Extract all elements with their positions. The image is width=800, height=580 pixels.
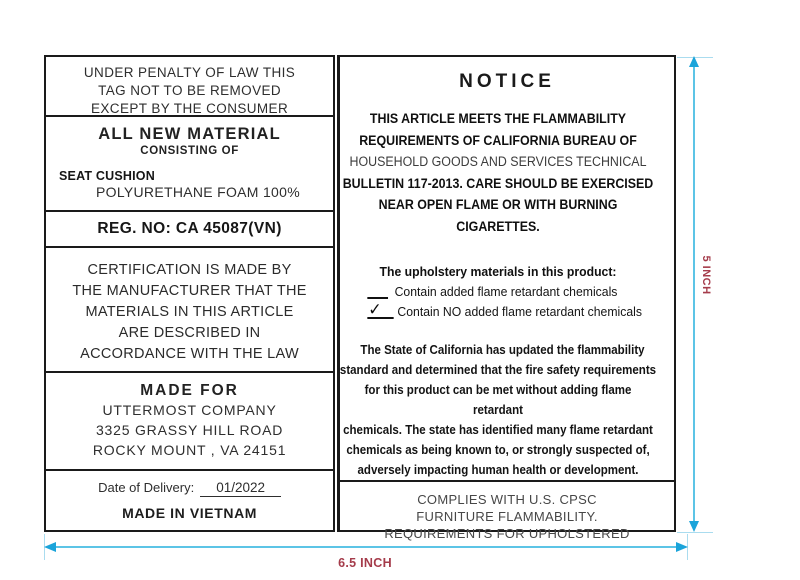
company-city: ROCKY MOUNT , VA 24151 (92, 442, 287, 458)
option-label: Contain NO added flame retardant chemicals (397, 304, 642, 319)
made-for-title: MADE FOR (140, 382, 239, 399)
blank-line (367, 284, 388, 299)
material-section (46, 117, 333, 212)
flammability-statement (340, 108, 656, 237)
upholstery-materials-block (343, 264, 653, 319)
compliance-line: REQUIREMENTS FOR UPHOLSTERED (384, 526, 630, 541)
width-dimension-label: 6.5 INCH (338, 556, 392, 570)
delivery-date-label: Date of Delivery: (98, 480, 195, 495)
flammability-line: REQUIREMENTS OF CALIFORNIA BUREAU OF (359, 132, 637, 148)
upholstery-heading: The upholstery materials in this product: (379, 264, 617, 279)
law-label (44, 55, 676, 541)
state-line: standard and determined that the fire safety requirements (339, 362, 657, 377)
notice-section (340, 57, 674, 480)
height-dimension-line (693, 62, 695, 524)
penalty-line: EXCEPT BY THE CONSUMER (91, 101, 289, 116)
penalty-line: UNDER PENALTY OF LAW THIS (83, 65, 296, 80)
certification-section (46, 248, 333, 373)
material-subtitle: CONSISTING OF (140, 145, 239, 157)
arrowhead-right-icon (676, 542, 688, 552)
flammability-line: NEAR OPEN FLAME OR WITH BURNING CIGARETTES. (378, 197, 618, 234)
flammability-line: THIS ARTICLE MEETS THE FLAMMABILITY (369, 111, 627, 126)
option-contain-added (343, 284, 653, 299)
compliance-line: FURNITURE FLAMMABILITY. (416, 509, 598, 524)
penalty-line: TAG NOT TO BE REMOVED (98, 83, 282, 98)
material-title: ALL NEW MATERIAL (98, 125, 281, 143)
certification-line: ACCORDANCE WITH THE LAW (80, 346, 299, 362)
arrowhead-left-icon (44, 542, 56, 552)
arrowhead-down-icon (689, 521, 699, 532)
flammability-line: HOUSEHOLD GOODS AND SERVICES TECHNICAL (349, 154, 647, 169)
state-update-paragraph (340, 340, 657, 480)
certification-line: CERTIFICATION IS MADE BY (87, 262, 292, 278)
material-composition: POLYURETHANE FOAM 100% (96, 184, 300, 200)
made-for-section (46, 373, 333, 471)
height-extension-line-bottom (677, 532, 713, 533)
height-dimension-label: 5 INCH (700, 255, 712, 295)
country-of-origin: MADE IN VIETNAM (122, 505, 258, 521)
option-label: Contain added flame retardant chemicals (394, 284, 618, 299)
penalty-section (46, 57, 333, 117)
option-contain-no-added (343, 300, 653, 320)
certification-line: THE MANUFACTURER THAT THE (72, 283, 307, 299)
state-line: chemicals as being known to, or strongly suspected of, (346, 442, 650, 457)
certification-line: MATERIALS IN THIS ARTICLE (85, 304, 294, 320)
arrowhead-up-icon (689, 56, 699, 67)
right-column (337, 55, 676, 541)
checked-blank-line (367, 300, 393, 320)
cpsc-compliance-section (340, 480, 674, 542)
checkmark-icon: ✓ (368, 300, 382, 320)
state-line: chemicals. The state has identified many flame retardant (343, 422, 653, 437)
width-dimension-line (48, 546, 684, 548)
state-line: for this product can be met without adding flame retardant (364, 382, 632, 417)
company-street: 3325 GRASSY HILL ROAD (95, 422, 284, 438)
registration-number: REG. NO: CA 45087(VN) (46, 212, 333, 248)
compliance-line: COMPLIES WITH U.S. CPSC (417, 492, 597, 507)
flammability-line: BULLETIN 117-2013. CARE SHOULD BE EXERCISED (342, 175, 654, 191)
state-line: adversely impacting human health or development. (357, 462, 639, 477)
certification-line: ARE DESCRIBED IN (118, 325, 261, 341)
material-item: SEAT CUSHION (59, 169, 155, 183)
delivery-date-value: 01/2022 (200, 480, 281, 497)
company-name: UTTERMOST COMPANY (102, 402, 277, 418)
left-column (44, 55, 335, 532)
state-line: The State of California has updated the flammability (360, 342, 645, 357)
notice-title: NOTICE (459, 71, 555, 92)
delivery-section (46, 471, 333, 530)
